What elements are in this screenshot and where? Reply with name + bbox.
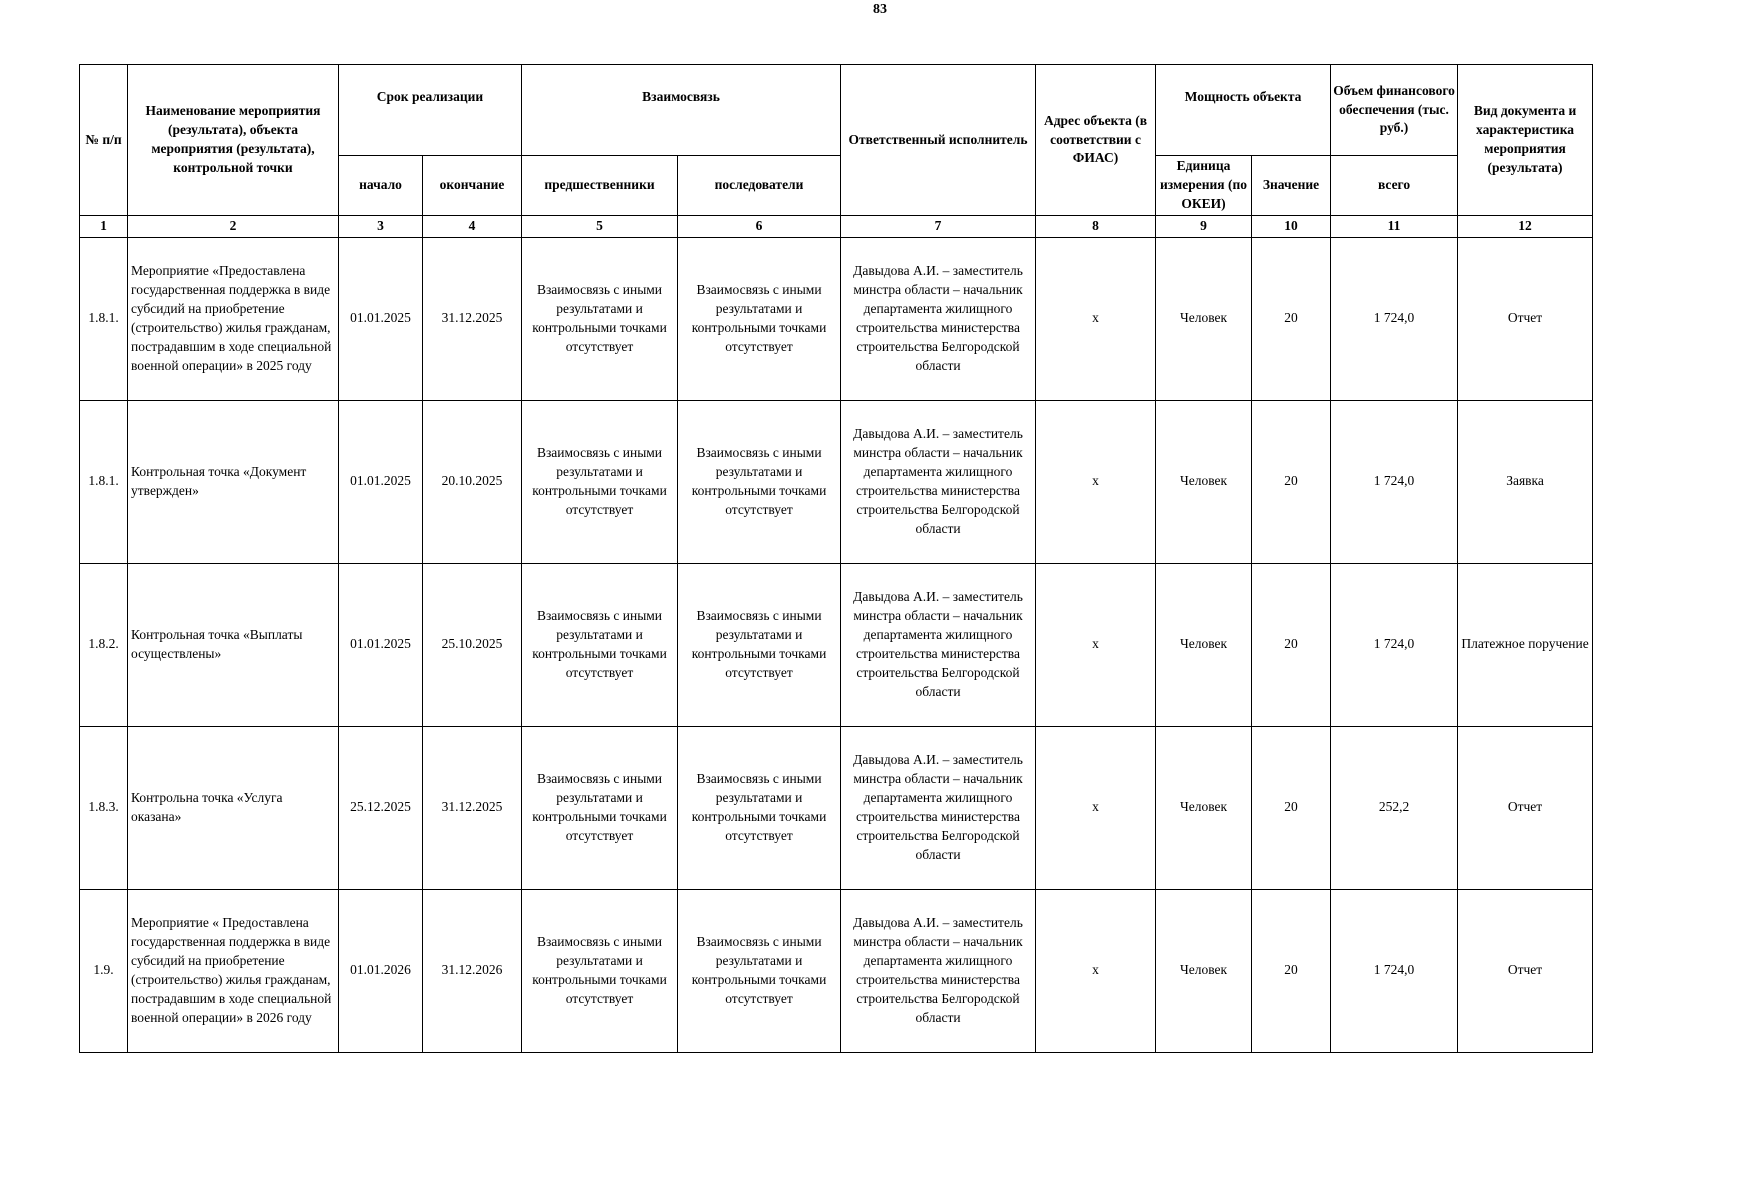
- row-responsible: Давыдова А.И. – заместитель минстра области – начальник департамента жилищного строительства министерства строительства Белгородской области: [841, 726, 1036, 889]
- row-successors: Взаимосвязь с иными результатами и контрольными точками отсутствует: [678, 237, 841, 400]
- table-row: [80, 400, 1593, 563]
- row-start: 01.01.2025: [339, 237, 423, 400]
- row-predecessors: Взаимосвязь с иными результатами и контрольными точками отсутствует: [522, 889, 678, 1052]
- row-num: 1.8.2.: [80, 563, 128, 726]
- table-row: [80, 889, 1593, 1052]
- header-capacity: Мощность объекта: [1156, 65, 1331, 156]
- row-total: 1 724,0: [1331, 237, 1458, 400]
- header-responsible: Ответственный исполнитель: [841, 65, 1036, 216]
- row-value: 20: [1252, 889, 1331, 1052]
- row-responsible: Давыдова А.И. – заместитель минстра области – начальник департамента жилищного строительства министерства строительства Белгородской области: [841, 400, 1036, 563]
- row-successors: Взаимосвязь с иными результатами и контрольными точками отсутствует: [678, 889, 841, 1052]
- row-unit: Человек: [1156, 889, 1252, 1052]
- table-row: [80, 237, 1593, 400]
- page-number: 83: [873, 2, 887, 17]
- row-end: 31.12.2025: [423, 237, 522, 400]
- column-number: 1: [80, 216, 128, 238]
- header-successors: последователи: [678, 156, 841, 216]
- table-body: [80, 237, 1593, 1052]
- row-start: 01.01.2025: [339, 400, 423, 563]
- row-successors: Взаимосвязь с иными результатами и контрольными точками отсутствует: [678, 400, 841, 563]
- header-funding: Объем финансового обеспечения (тыс. руб.): [1331, 65, 1458, 156]
- row-name: Мероприятие « Предоставлена государственная поддержка в виде субсидий на приобретение (строительство) жилья гражданам, пострадавшим в ходе специальной военной операции» в 2026 году: [128, 889, 339, 1052]
- row-num: 1.9.: [80, 889, 128, 1052]
- header-period: Срок реализации: [339, 65, 522, 156]
- header-total: всего: [1331, 156, 1458, 216]
- row-total: 1 724,0: [1331, 563, 1458, 726]
- column-number: 9: [1156, 216, 1252, 238]
- row-responsible: Давыдова А.И. – заместитель минстра области – начальник департамента жилищного строительства министерства строительства Белгородской области: [841, 889, 1036, 1052]
- row-value: 20: [1252, 400, 1331, 563]
- row-unit: Человек: [1156, 726, 1252, 889]
- column-number: 10: [1252, 216, 1331, 238]
- row-predecessors: Взаимосвязь с иными результатами и контрольными точками отсутствует: [522, 400, 678, 563]
- row-predecessors: Взаимосвязь с иными результатами и контрольными точками отсутствует: [522, 726, 678, 889]
- row-value: 20: [1252, 563, 1331, 726]
- row-end: 31.12.2026: [423, 889, 522, 1052]
- row-num: 1.8.1.: [80, 400, 128, 563]
- row-responsible: Давыдова А.И. – заместитель минстра области – начальник департамента жилищного строительства министерства строительства Белгородской области: [841, 237, 1036, 400]
- row-value: 20: [1252, 726, 1331, 889]
- row-successors: Взаимосвязь с иными результатами и контрольными точками отсутствует: [678, 726, 841, 889]
- column-number: 6: [678, 216, 841, 238]
- column-number: 12: [1458, 216, 1593, 238]
- row-doc-type: Отчет: [1458, 889, 1593, 1052]
- header-unit: Единица измерения (по ОКЕИ): [1156, 156, 1252, 216]
- column-numbers-row: [80, 216, 1593, 238]
- row-doc-type: Платежное поручение: [1458, 563, 1593, 726]
- row-predecessors: Взаимосвязь с иными результатами и контрольными точками отсутствует: [522, 563, 678, 726]
- row-doc-type: Отчет: [1458, 237, 1593, 400]
- column-number: 7: [841, 216, 1036, 238]
- row-address: х: [1036, 563, 1156, 726]
- row-end: 31.12.2025: [423, 726, 522, 889]
- row-num: 1.8.3.: [80, 726, 128, 889]
- row-total: 252,2: [1331, 726, 1458, 889]
- row-doc-type: Заявка: [1458, 400, 1593, 563]
- column-number: 11: [1331, 216, 1458, 238]
- column-number: 4: [423, 216, 522, 238]
- row-name: Мероприятие «Предоставлена государственная поддержка в виде субсидий на приобретение (строительство) жилья гражданам, пострадавшим в ходе специальной военной операции» в 2025 году: [128, 237, 339, 400]
- row-unit: Человек: [1156, 563, 1252, 726]
- row-unit: Человек: [1156, 237, 1252, 400]
- header-num: № п/п: [80, 65, 128, 216]
- row-name: Контрольная точка «Выплаты осуществлены»: [128, 563, 339, 726]
- row-end: 20.10.2025: [423, 400, 522, 563]
- activities-table: [79, 64, 1593, 1053]
- header-address: Адрес объекта (в соответствии с ФИАС): [1036, 65, 1156, 216]
- row-total: 1 724,0: [1331, 889, 1458, 1052]
- row-value: 20: [1252, 237, 1331, 400]
- row-start: 01.01.2025: [339, 563, 423, 726]
- row-num: 1.8.1.: [80, 237, 128, 400]
- row-start: 01.01.2026: [339, 889, 423, 1052]
- header-predecessors: предшественники: [522, 156, 678, 216]
- row-doc-type: Отчет: [1458, 726, 1593, 889]
- row-predecessors: Взаимосвязь с иными результатами и контрольными точками отсутствует: [522, 237, 678, 400]
- row-responsible: Давыдова А.И. – заместитель минстра области – начальник департамента жилищного строительства министерства строительства Белгородской области: [841, 563, 1036, 726]
- column-number: 2: [128, 216, 339, 238]
- row-name: Контрольна точка «Услуга оказана»: [128, 726, 339, 889]
- header-doc-type: Вид документа и характеристика мероприятия (результата): [1458, 65, 1593, 216]
- column-number: 5: [522, 216, 678, 238]
- table-header: [80, 65, 1593, 238]
- row-successors: Взаимосвязь с иными результатами и контрольными точками отсутствует: [678, 563, 841, 726]
- column-number: 8: [1036, 216, 1156, 238]
- header-start: начало: [339, 156, 423, 216]
- column-number: 3: [339, 216, 423, 238]
- row-start: 25.12.2025: [339, 726, 423, 889]
- row-unit: Человек: [1156, 400, 1252, 563]
- row-total: 1 724,0: [1331, 400, 1458, 563]
- table-row: [80, 563, 1593, 726]
- header-end: окончание: [423, 156, 522, 216]
- row-address: х: [1036, 726, 1156, 889]
- header-relation: Взаимосвязь: [522, 65, 841, 156]
- row-name: Контрольная точка «Документ утвержден»: [128, 400, 339, 563]
- table-row: [80, 726, 1593, 889]
- row-address: х: [1036, 889, 1156, 1052]
- row-address: х: [1036, 400, 1156, 563]
- header-value: Значение: [1252, 156, 1331, 216]
- row-address: х: [1036, 237, 1156, 400]
- header-name: Наименование мероприятия (результата), объекта мероприятия (результата), контрольной точки: [128, 65, 339, 216]
- row-end: 25.10.2025: [423, 563, 522, 726]
